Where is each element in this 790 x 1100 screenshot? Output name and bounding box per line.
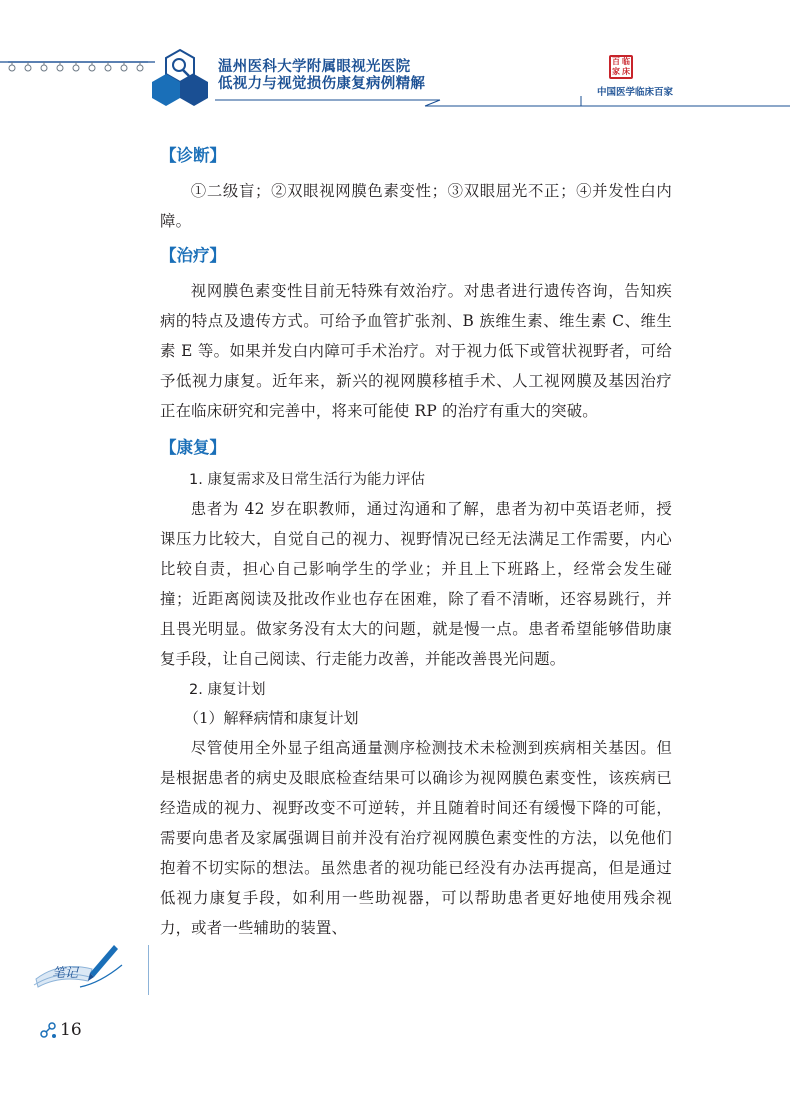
binder-rings-icon: [8, 56, 148, 80]
rehab-subheading-assessment: 1. 康复需求及日常生活行为能力评估: [189, 472, 425, 488]
page-body: [160, 144, 672, 943]
rehab-plan-item-text: 尽管使用全外显子组高通量测序检测技术未检测到疾病相关基因。但是根据患者的病史及眼底检查结果可以确诊为视网膜色素变性，该疾病已经造成的视力、视野改变不可逆转，并且随着时间还有缓慢下降的可能，需要向患者及家属强调目前并没有治疗视网膜色素变性的方法，以免他们抱着不切实际的想法。虽然患者的视功能已经没有办法再提高，但是通过低视力康复手段，如利用一些助视器，可以帮助患者更好地使用残余视力，或者一些辅助的装置、: [160, 739, 672, 937]
section-heading-rehab: 【康复】: [160, 438, 226, 457]
seal-char: 百: [612, 57, 620, 66]
seal-char: 床: [622, 67, 630, 76]
page-header: [0, 0, 790, 110]
section-heading-treatment: 【治疗】: [160, 246, 226, 265]
hexagon-magnifier-icon: [150, 48, 210, 106]
notes-pen-icon: [30, 935, 130, 995]
series-seal-icon: [609, 55, 633, 79]
series-name: 中国医学临床百家: [596, 87, 673, 98]
page-number: 16: [60, 1020, 82, 1040]
margin-rule: [148, 945, 149, 995]
rehab-plan-item-title: （1）解释病情和康复计划: [184, 709, 359, 727]
seal-char: 家: [612, 67, 620, 76]
rehab-assessment-text: 患者为 42 岁在职教师，通过沟通和了解，患者为初中英语老师，授课压力比较大，自觉自己的视力、视野情况已经无法满足工作需要，内心比较自责，担心自己影响学生的学业；并且上下班路上，经常会发生碰撞；近距离阅读及批改作业也存在困难，除了看不清晰，还容易跳行，并且畏光明显。做家务没有太大的问题，就是慢一点。患者希望能够借助康复手段，让自己阅读、行走能力改善，并能改善畏光问题。: [160, 500, 672, 668]
section-heading-diagnosis: 【诊断】: [160, 146, 226, 165]
seal-char: 临: [622, 57, 630, 66]
treatment-text: 视网膜色素变性目前无特殊有效治疗。对患者进行遗传咨询，告知疾病的特点及遗传方式。可给予血管扩张剂、B 族维生素、维生素 C、维生素 E 等。如果并发白内障可手术治疗。对于视力低下或管状视野者，可给予低视力康复。近年来，新兴的视网膜移植手术、人工视网膜及基因治疗正在临床研究和完善中，将来可能使 RP 的治疗有重大的突破。: [160, 282, 672, 420]
rehab-subheading-plan: 2. 康复计划: [189, 682, 266, 698]
molecule-icon: [40, 1020, 58, 1040]
book-title: [218, 59, 425, 93]
book-title-line2: 低视力与视觉损伤康复病例精解: [218, 76, 426, 92]
diagnosis-text: ①二级盲；②双眼视网膜色素变性；③双眼屈光不正；④并发性白内障。: [160, 182, 672, 230]
book-title-line1: 温州医科大学附属眼视光医院: [218, 59, 411, 75]
notes-label: 笔记: [52, 966, 79, 981]
